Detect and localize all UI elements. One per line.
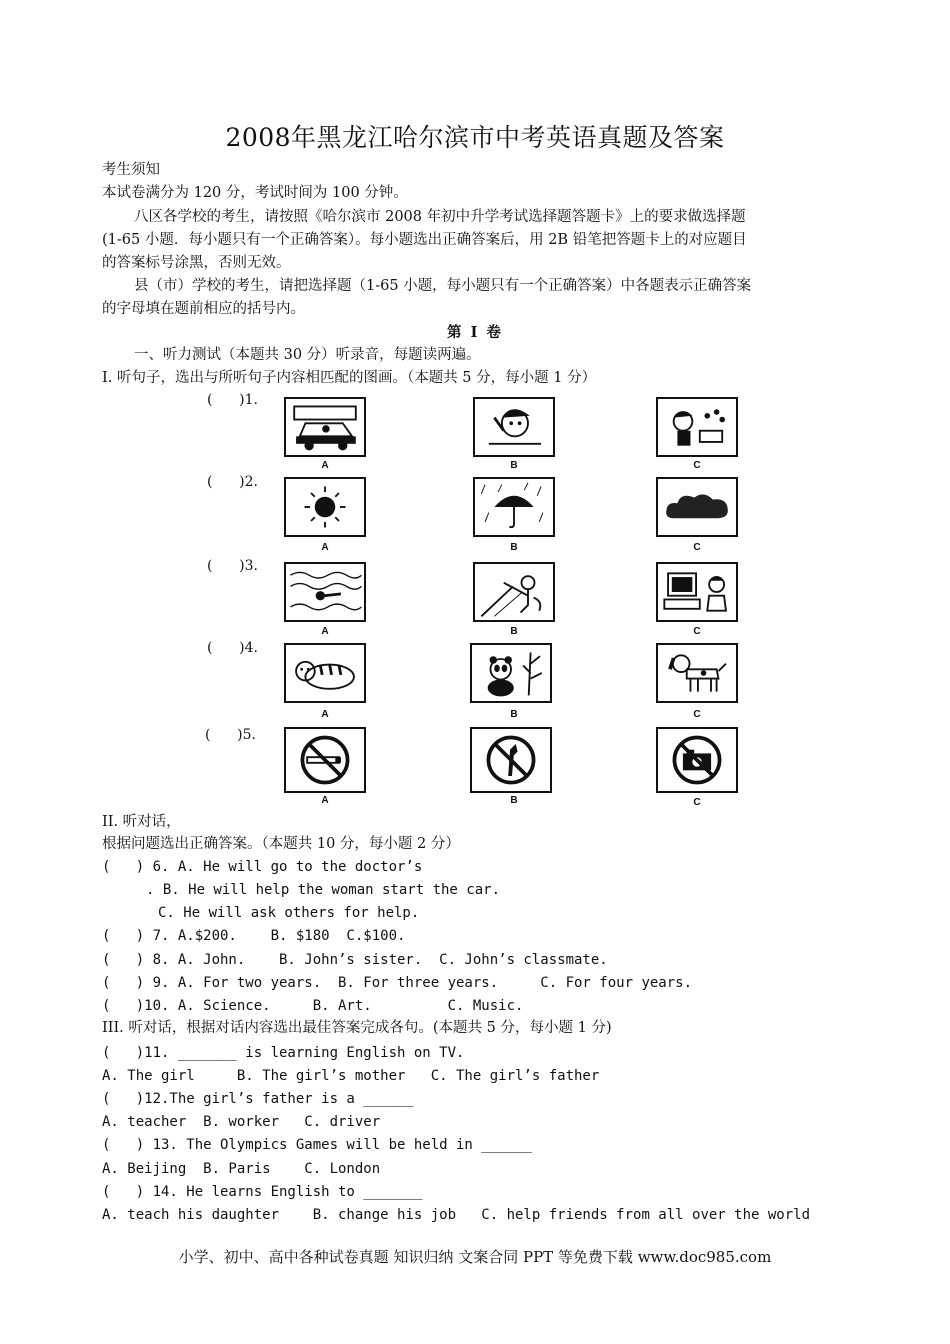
option-label: B	[510, 795, 518, 806]
swimming-icon	[284, 562, 366, 622]
option-label: C	[693, 797, 701, 808]
notice-line: 的答案标号涂黑，否则无效。	[102, 255, 291, 271]
option-label: B	[510, 460, 518, 471]
cooking-icon	[656, 397, 738, 457]
option-label: A	[321, 626, 329, 637]
cloud-icon	[656, 477, 738, 537]
question-11: ( )11. _______ is learning English on TV.	[102, 1045, 465, 1061]
option-label: C	[693, 542, 701, 553]
question-9: ( ) 9. A. For two years. B. For three years. C. For four years.	[102, 975, 693, 991]
page-footer: 小学、初中、高中各种试卷真题 知识归纳 文案合同 PPT 等免费下载 www.doc985.com	[178, 1248, 772, 1266]
sun-icon	[284, 477, 366, 537]
question-14: ( ) 14. He learns English to _______	[102, 1184, 423, 1200]
option-label: C	[693, 626, 701, 637]
notice-line: 县（市）学校的考生，请把选择题（1-65 小题，每小题只有一个正确答案）中各题表示正确答案	[134, 278, 752, 294]
question-11-options: A. The girl B. The girl’s mother C. The girl’s father	[102, 1068, 600, 1084]
computer-icon	[656, 562, 738, 622]
question-7: ( ) 7. A.$200. B. $180 C.$100.	[102, 928, 406, 944]
question-13: ( ) 13. The Olympics Games will be held in ______	[102, 1137, 532, 1153]
answer-slot[interactable]: ( )5.	[205, 727, 256, 743]
option-label: C	[693, 460, 701, 471]
no-picking-flowers-icon	[470, 727, 552, 793]
option-label: A	[321, 709, 329, 720]
notice-line: 八区各学校的考生，请按照《哈尔滨市 2008 年初中升学考试选择题答题卡》上的要求做选择题	[134, 209, 746, 225]
page-title: 2008年黑龙江哈尔滨市中考英语真题及答案	[225, 123, 725, 152]
section-heading: II. 听对话，	[102, 814, 181, 830]
notice-line: (1-65 小题．每小题只有一个正确答案）。每小题选出正确答案后，用 2B 铅笔把答题卡上的对应题目	[102, 232, 747, 248]
question-10: ( )10. A. Science. B. Art. C. Music.	[102, 998, 524, 1014]
car-icon	[284, 397, 366, 457]
question-8: ( ) 8. A. John. B. John’s sister. C. John’s classmate.	[102, 952, 608, 968]
question-13-options: A. Beijing B. Paris C. London	[102, 1161, 381, 1177]
question-6: ( ) 6. A. He will go to the doctor’s	[102, 859, 423, 875]
notice-heading: 考生须知	[102, 162, 160, 178]
answer-slot[interactable]: ( )2.	[207, 474, 258, 490]
girl-icon	[473, 397, 555, 457]
option-label: A	[321, 542, 329, 553]
question-6-option-b: . B. He will help the woman start the car.	[146, 882, 501, 898]
option-label: B	[510, 542, 518, 553]
dog-icon	[656, 643, 738, 703]
no-smoking-icon	[284, 727, 366, 793]
section-instruction: 根据问题选出正确答案。（本题共 10 分，每小题 2 分）	[102, 836, 460, 852]
section-heading: I. 听句子，选出与所听句子内容相匹配的图画。（本题共 5 分，每小题 1 分）	[102, 370, 597, 386]
question-14-options: A. teach his daughter B. change his job C. help friends from all over the world	[102, 1207, 811, 1223]
option-label: A	[321, 795, 329, 806]
option-label: B	[510, 709, 518, 720]
answer-slot[interactable]: ( )3.	[207, 558, 258, 574]
question-12-options: A. teacher B. worker C. driver	[102, 1114, 381, 1130]
umbrella-rain-icon	[473, 477, 555, 537]
option-label: A	[321, 460, 329, 471]
notice-line: 的字母填在题前相应的括号内。	[102, 301, 305, 317]
fishing-icon	[473, 562, 555, 622]
question-6-option-c: C. He will ask others for help.	[158, 905, 420, 921]
option-label: B	[510, 626, 518, 637]
option-label: C	[693, 709, 701, 720]
notice-line: 本试卷满分为 120 分，考试时间为 100 分钟。	[102, 185, 408, 201]
question-12: ( )12.The girl’s father is a ______	[102, 1091, 414, 1107]
no-photos-icon	[656, 727, 738, 793]
panda-icon	[470, 643, 552, 703]
answer-slot[interactable]: ( )1.	[207, 392, 258, 408]
volume-heading: 第 I 卷	[447, 324, 503, 341]
tiger-icon	[284, 643, 366, 703]
part-heading: 一、听力测试（本题共 30 分）听录音，每题读两遍。	[134, 347, 481, 363]
answer-slot[interactable]: ( )4.	[207, 640, 258, 656]
section-heading: III. 听对话，根据对话内容选出最佳答案完成各句。(本题共 5 分，每小题 1 分)	[102, 1020, 612, 1036]
